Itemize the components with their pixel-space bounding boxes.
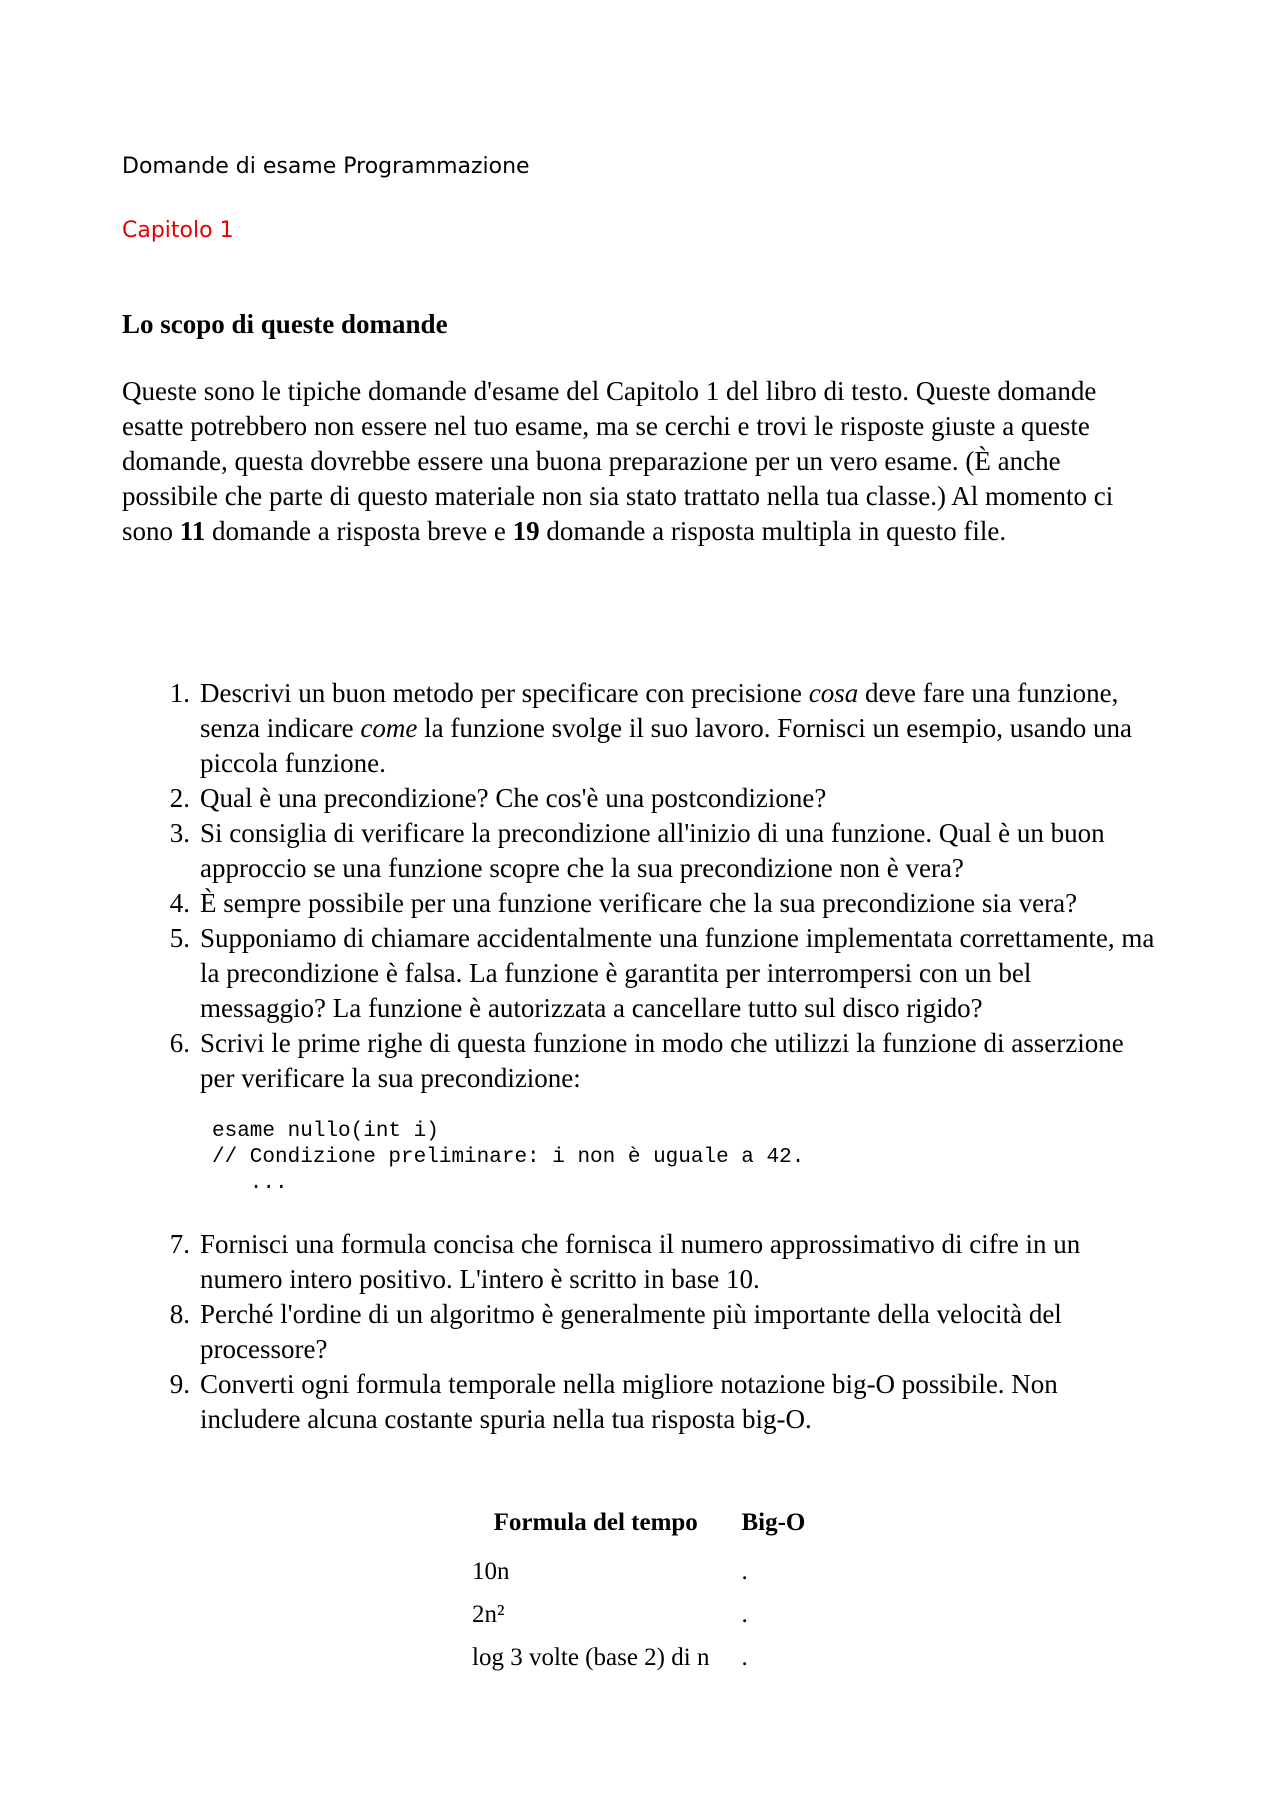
- question-3: [122, 816, 1162, 886]
- code-snippet: [122, 1119, 1162, 1197]
- question-text: È sempre possibile per una funzione verificare che la sua precondizione sia vera?: [200, 888, 1078, 918]
- answer-cell: .: [741, 1557, 748, 1585]
- question-5: [122, 921, 1162, 1026]
- question-text: Fornisci una formula concisa che fornisca il numero approssimativo di cifre in un numero intero positivo. L'intero è scritto in base 10.: [200, 1229, 1081, 1294]
- question-4: [122, 886, 1162, 921]
- multiple-choice-count: 19: [512, 516, 540, 546]
- question-text: Descrivi un buon metodo per specificare con precisione: [200, 678, 809, 708]
- question-6: [122, 1026, 1162, 1096]
- question-8: [122, 1297, 1162, 1367]
- question-number: 5.: [169, 923, 190, 953]
- question-text: deve fare una funzione, senza indicare: [200, 678, 1119, 743]
- question-2: [122, 781, 1162, 816]
- emphasis-cosa: cosa: [808, 678, 859, 708]
- question-number: 2.: [169, 783, 190, 813]
- question-text: Qual è una precondizione? Che cos'è una postcondizione?: [200, 783, 827, 813]
- short-answer-count: 11: [179, 516, 206, 546]
- document-title: Domande di esame Programmazione: [122, 154, 530, 179]
- question-1: [122, 676, 1162, 781]
- question-number: 6.: [169, 1028, 190, 1058]
- formula-cell: 2n²: [472, 1600, 505, 1628]
- table-row: [466, 1636, 821, 1679]
- intro-paragraph: [122, 374, 1142, 549]
- question-text: Perché l'ordine di un algoritmo è generalmente più importante della velocità del processore?: [200, 1299, 1062, 1364]
- code-line-2: // Condizione preliminare: i non è uguale a 42.: [212, 1146, 805, 1169]
- answer-cell: .: [741, 1643, 748, 1671]
- chapter-label: Capitolo 1: [122, 218, 234, 243]
- intro-text-3: domande a risposta multipla in questo file.: [539, 516, 1007, 546]
- table-header-row: [466, 1508, 821, 1550]
- question-number: 9.: [169, 1369, 190, 1399]
- question-number: 7.: [169, 1229, 190, 1259]
- header-big-o: Big-O: [741, 1509, 806, 1536]
- emphasis-come: come: [360, 713, 418, 743]
- big-o-table: [466, 1508, 821, 1679]
- table-row: [466, 1593, 821, 1636]
- answer-cell: .: [741, 1600, 748, 1628]
- code-line-3: ...: [212, 1172, 288, 1195]
- question-number: 1.: [169, 678, 190, 708]
- question-text: Converti ogni formula temporale nella migliore notazione big-O possibile. Non includere alcuna costante spuria nella tua risposta big-O.: [200, 1369, 1058, 1434]
- intro-text-1: Queste sono le tipiche domande d'esame del Capitolo 1 del libro di testo. Queste domande esatte potrebbero non essere nel tuo esame, ma se cerchi e trovi le risposte giuste a queste domande, questa dovrebbe essere una buona preparazione per un vero esame. (È anche possibile che parte di questo materiale non sia stato trattato nella tua classe.) Al momento ci sono: [122, 376, 1114, 546]
- formula-cell: 10n: [472, 1557, 510, 1585]
- question-list: [122, 676, 1162, 1437]
- question-text: Supponiamo di chiamare accidentalmente una funzione implementata correttamente, ma la precondizione è falsa. La funzione è garantita per interrompersi con un bel messaggio? La funzione è autorizzata a cancellare tutto sul disco rigido?: [200, 923, 1155, 1023]
- question-text: Si consiglia di verificare la precondizione all'inizio di una funzione. Qual è un buon approccio se una funzione scopre che la sua precondizione non è vera?: [200, 818, 1105, 883]
- question-7: [122, 1227, 1162, 1297]
- question-9: [122, 1367, 1162, 1437]
- intro-text-2: domande a risposta breve e: [205, 516, 513, 546]
- formula-cell: log 3 volte (base 2) di n: [472, 1643, 710, 1671]
- header-formula: Formula del tempo: [493, 1509, 698, 1536]
- question-text: la funzione svolge il suo lavoro. Fornisci un esempio, usando una piccola funzione.: [200, 713, 1133, 778]
- question-number: 4.: [169, 888, 190, 918]
- section-heading: Lo scopo di queste domande: [122, 309, 448, 339]
- code-line-1: esame nullo(int i): [212, 1120, 439, 1143]
- question-number: 3.: [169, 818, 190, 848]
- table-row: [466, 1550, 821, 1593]
- question-number: 8.: [169, 1299, 190, 1329]
- question-text: Scrivi le prime righe di questa funzione in modo che utilizzi la funzione di asserzione per verificare la sua precondizione:: [200, 1028, 1124, 1093]
